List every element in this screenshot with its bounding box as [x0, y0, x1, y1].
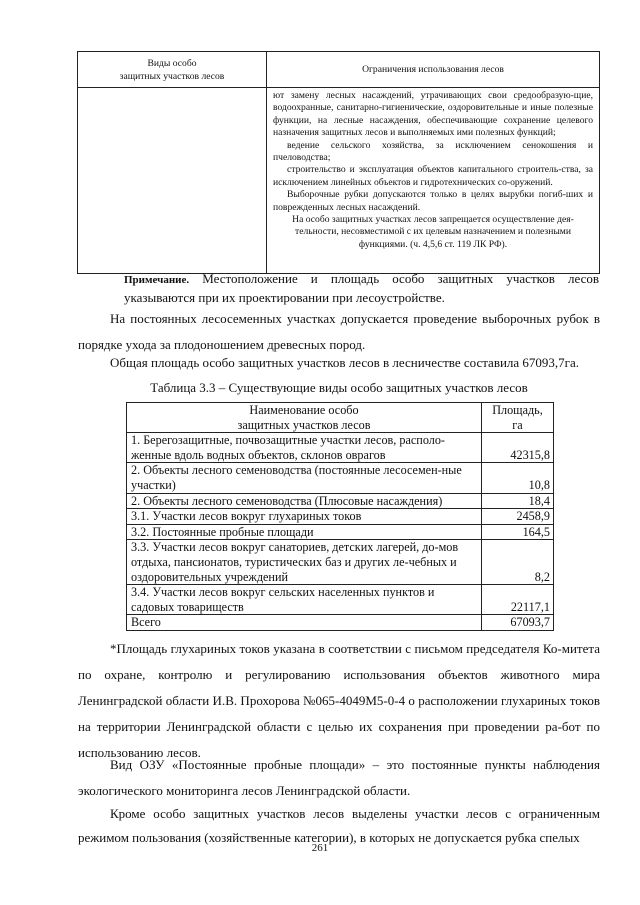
restrictions-empty-cell — [78, 88, 267, 274]
restrictions-table — [77, 51, 600, 274]
row-area: 22117,1 — [482, 585, 554, 615]
restriction-paragraph-2: ведение сельского хозяйства, за исключением сенокошения и пчеловодства; — [273, 139, 593, 164]
note-block — [124, 270, 599, 307]
restriction-paragraph-5: На особо защитных участках лесов запрещается осуществление дея-тельности, несовместимой с их целевым назначением и полезными функциями. (ч. 4,5,6 ст. 119 ЛК РФ). — [292, 214, 574, 250]
table-row — [127, 493, 554, 509]
header-types-line1: Виды особо — [147, 58, 197, 70]
table-caption: Таблица 3.3 – Существующие виды особо защитных участков лесов — [150, 380, 528, 395]
table-row — [127, 463, 554, 493]
table-row — [127, 585, 554, 615]
row-name: 1. Берегозащитные, почвозащитные участки лесов, располо-женные вдоль водных объектов, склонов оврагов — [127, 433, 482, 463]
text-seed-plots: На постоянных лесосеменных участках допускается проведение выборочных рубок в порядке ухода за плодоношением древесных пород. — [78, 311, 600, 352]
note-label: Примечание. — [124, 274, 190, 286]
table-header-area — [482, 403, 554, 433]
page-number: 261 — [311, 842, 329, 854]
text-total-area: Общая площадь особо защитных участков лесов в лесничестве составила 67093,7га. — [110, 355, 580, 370]
row-name: 3.4. Участки лесов вокруг сельских населенных пунктов и садовых товариществ — [127, 585, 482, 615]
row-area: 2458,9 — [482, 509, 554, 525]
table-header-name-line2: защитных участков лесов — [237, 417, 371, 432]
table-header-area-line1: Площадь, — [492, 403, 543, 417]
row-area: 8,2 — [482, 540, 554, 585]
restrictions-header-limits: Ограничения использования лесов — [267, 52, 600, 88]
row-area: 10,8 — [482, 463, 554, 493]
table-header-name — [127, 403, 482, 433]
header-types-line2: защитных участков лесов — [119, 70, 225, 82]
restriction-paragraph-4: Выборочные рубки допускаются только в целях вырубки погиб-ших и поврежденных лесных насаждений. — [273, 189, 593, 213]
row-name: 3.1. Участки лесов вокруг глухариных токов — [127, 509, 482, 525]
row-name: 3.3. Участки лесов вокруг санаториев, детских лагерей, до-мов отдыха, пансионатов, туристических баз и других ле-чебных и оздоровительных учреждений — [127, 540, 482, 585]
footnote: *Площадь глухариных токов указана в соответствии с письмом председателя Ко-митета по охране, контролю и регулированию использования объектов животного мира Ленинградской области И.В. Прохорова №065-4049М5-0-4 о расположении глухариных токов на территории Ленинградской области с целью их сохранения при проведении ра-бот по использованию лесов. — [78, 641, 600, 760]
restrictions-header-types — [78, 52, 267, 88]
row-area: 67093,7 — [482, 615, 554, 631]
row-area: 18,4 — [482, 493, 554, 509]
paragraph-ozu: Вид ОЗУ «Постоянные пробные площади» – это постоянные пункты наблюдения экологического мониторинга лесов Ленинградской области. — [78, 757, 600, 798]
row-area: 42315,8 — [482, 433, 554, 463]
table-row — [127, 524, 554, 540]
table-row — [127, 433, 554, 463]
note-text: Местоположение и площадь особо защитных участков лесов указываются при их проектировании при лесоустройстве. — [124, 271, 600, 305]
row-name: 2. Объекты лесного семеноводства (постоянные лесосемен-ные участки) — [127, 463, 482, 493]
restriction-paragraph-3: строительство и эксплуатация объектов капитального строитель-ства, за исключением линейных объектов и гидротехнических со-оружений. — [273, 164, 593, 188]
paragraph-last: Кроме особо защитных участков лесов выделены участки лесов с ограниченным режимом пользования (хозяйственные категории), в которых не допускается рубка спелых — [78, 806, 600, 845]
table-row — [127, 509, 554, 525]
table-row-total — [127, 615, 554, 631]
row-area: 164,5 — [482, 524, 554, 540]
table-header-area-line2: га — [512, 417, 523, 432]
table-row — [127, 540, 554, 585]
protective-areas-table — [126, 402, 554, 631]
row-name: 3.2. Постоянные пробные площади — [127, 524, 482, 540]
restrictions-text-cell — [267, 88, 600, 274]
restriction-paragraph-1: ют замену лесных насаждений, утрачивающих свои средообразую-щие, водоохранные, санитарно-гигиенические, оздоровительные и иные полезные функции, на лесные насаждения, обеспечивающие сохранение целевого назначения защитных лесов и выполняемых ими полезных функций; — [273, 90, 593, 139]
row-name: 2. Объекты лесного семеноводства (Плюсовые насаждения) — [127, 493, 482, 509]
row-name: Всего — [127, 615, 482, 631]
table-header-name-line1: Наименование особо — [249, 403, 359, 417]
